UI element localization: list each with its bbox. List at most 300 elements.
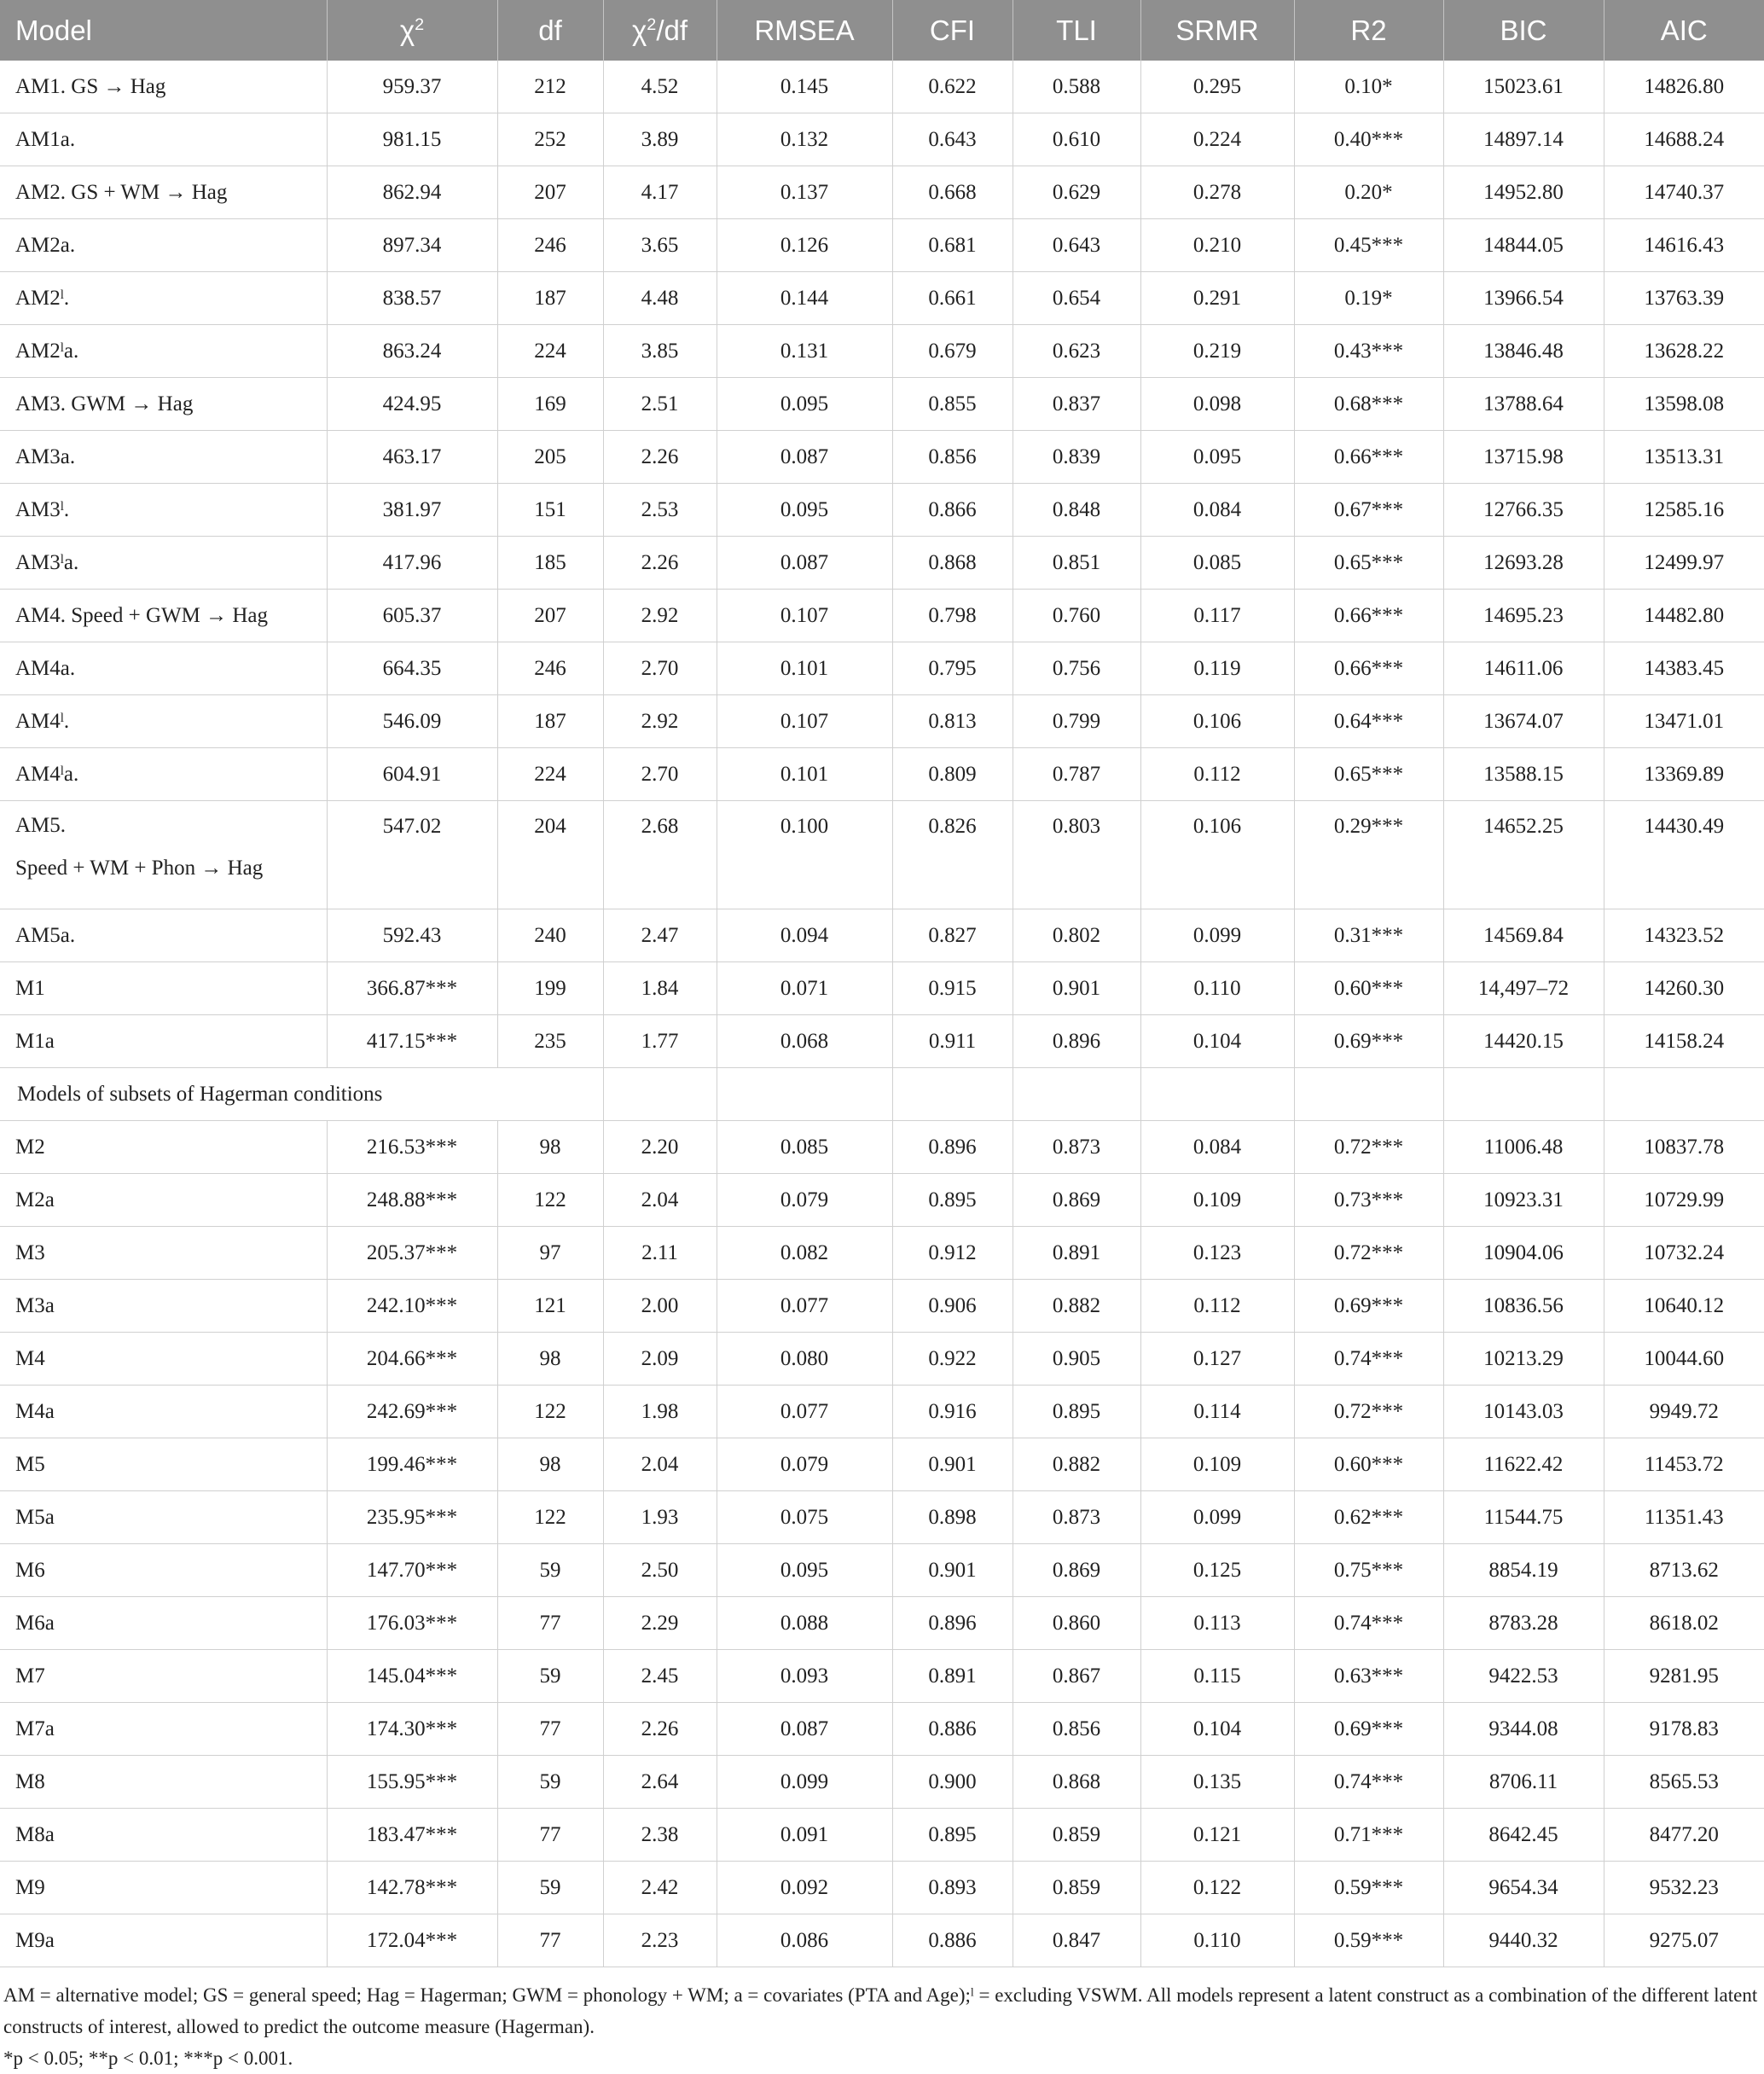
value-cell: 0.62***: [1294, 1491, 1443, 1544]
value-cell: 0.092: [717, 1862, 892, 1914]
value-cell: 0.69***: [1294, 1280, 1443, 1333]
value-cell: 0.916: [892, 1386, 1013, 1438]
value-cell: 0.291: [1140, 272, 1294, 325]
value-cell: 0.901: [1013, 962, 1140, 1015]
model-label-line-1: AM5.: [15, 814, 67, 837]
value-cell: 8713.62: [1604, 1544, 1764, 1597]
model-cell: [0, 801, 327, 909]
value-cell: 10143.03: [1443, 1386, 1604, 1438]
value-cell: 0.661: [892, 272, 1013, 325]
value-cell: 2.23: [603, 1914, 717, 1967]
model-cell: AM5a.: [0, 909, 327, 962]
value-cell: 14826.80: [1604, 61, 1764, 113]
value-cell: 0.101: [717, 642, 892, 695]
value-cell: 13763.39: [1604, 272, 1764, 325]
value-cell: 98: [497, 1438, 603, 1491]
value-cell: 246: [497, 219, 603, 272]
value-cell: 0.859: [1013, 1862, 1140, 1914]
value-cell: 224: [497, 325, 603, 378]
value-cell: 98: [497, 1333, 603, 1386]
value-cell: 2.50: [603, 1544, 717, 1597]
value-cell: 2.70: [603, 642, 717, 695]
value-cell: 0.110: [1140, 1914, 1294, 1967]
value-cell: 0.826: [892, 801, 1013, 909]
table-row: [0, 113, 1764, 166]
value-cell: 0.901: [892, 1438, 1013, 1491]
value-cell: 242.69***: [327, 1386, 497, 1438]
empty-cell: [603, 1068, 717, 1121]
value-cell: 0.144: [717, 272, 892, 325]
value-cell: 187: [497, 272, 603, 325]
value-cell: 0.59***: [1294, 1862, 1443, 1914]
value-cell: 14,497–72: [1443, 962, 1604, 1015]
value-cell: 14420.15: [1443, 1015, 1604, 1068]
value-cell: 0.866: [892, 484, 1013, 537]
value-cell: 0.868: [892, 537, 1013, 590]
value-cell: 10044.60: [1604, 1333, 1764, 1386]
value-cell: 77: [497, 1703, 603, 1756]
value-cell: 0.859: [1013, 1809, 1140, 1862]
header-bic: BIC: [1443, 0, 1604, 61]
value-cell: 0.901: [892, 1544, 1013, 1597]
value-cell: 212: [497, 61, 603, 113]
header-r2: R2: [1294, 0, 1443, 61]
value-cell: 0.20*: [1294, 166, 1443, 219]
value-cell: 0.654: [1013, 272, 1140, 325]
value-cell: 0.681: [892, 219, 1013, 272]
value-cell: 605.37: [327, 590, 497, 642]
value-cell: 97: [497, 1227, 603, 1280]
value-cell: 2.04: [603, 1174, 717, 1227]
value-cell: 3.89: [603, 113, 717, 166]
value-cell: 121: [497, 1280, 603, 1333]
value-cell: 463.17: [327, 431, 497, 484]
table-row: [0, 748, 1764, 801]
value-cell: 240: [497, 909, 603, 962]
model-cell: AM2a.: [0, 219, 327, 272]
value-cell: 0.110: [1140, 962, 1294, 1015]
value-cell: 0.893: [892, 1862, 1013, 1914]
value-cell: 204: [497, 801, 603, 909]
model-cell: M1: [0, 962, 327, 1015]
value-cell: 0.088: [717, 1597, 892, 1650]
value-cell: 11453.72: [1604, 1438, 1764, 1491]
value-cell: 0.851: [1013, 537, 1140, 590]
value-cell: 176.03***: [327, 1597, 497, 1650]
value-cell: 77: [497, 1809, 603, 1862]
model-cell: M2a: [0, 1174, 327, 1227]
value-cell: 122: [497, 1174, 603, 1227]
value-cell: 0.10*: [1294, 61, 1443, 113]
value-cell: 10837.78: [1604, 1121, 1764, 1174]
table-row: [0, 61, 1764, 113]
value-cell: 235: [497, 1015, 603, 1068]
value-cell: 14695.23: [1443, 590, 1604, 642]
value-cell: 205.37***: [327, 1227, 497, 1280]
value-cell: 8565.53: [1604, 1756, 1764, 1809]
value-cell: 0.856: [892, 431, 1013, 484]
value-cell: 981.15: [327, 113, 497, 166]
value-cell: 2.45: [603, 1650, 717, 1703]
value-cell: 0.45***: [1294, 219, 1443, 272]
value-cell: 0.756: [1013, 642, 1140, 695]
value-cell: 13966.54: [1443, 272, 1604, 325]
value-cell: 0.75***: [1294, 1544, 1443, 1597]
section-label: Models of subsets of Hagerman conditions: [0, 1068, 603, 1121]
value-cell: 0.66***: [1294, 590, 1443, 642]
value-cell: 0.40***: [1294, 113, 1443, 166]
value-cell: 0.109: [1140, 1438, 1294, 1491]
value-cell: 10732.24: [1604, 1227, 1764, 1280]
value-cell: 2.64: [603, 1756, 717, 1809]
value-cell: 1.84: [603, 962, 717, 1015]
value-cell: 0.67***: [1294, 484, 1443, 537]
value-cell: 0.079: [717, 1174, 892, 1227]
value-cell: 0.898: [892, 1491, 1013, 1544]
table-row: [0, 431, 1764, 484]
value-cell: 381.97: [327, 484, 497, 537]
table-row: [0, 1862, 1764, 1914]
value-cell: 14383.45: [1604, 642, 1764, 695]
model-cell: M1a: [0, 1015, 327, 1068]
value-cell: 1.98: [603, 1386, 717, 1438]
value-cell: 11622.42: [1443, 1438, 1604, 1491]
value-cell: 0.69***: [1294, 1703, 1443, 1756]
value-cell: 4.17: [603, 166, 717, 219]
value-cell: 0.869: [1013, 1544, 1140, 1597]
value-cell: 0.668: [892, 166, 1013, 219]
table-row: [0, 219, 1764, 272]
table-footnotes: [0, 1967, 1764, 2074]
value-cell: 0.091: [717, 1809, 892, 1862]
table-row: [0, 1386, 1764, 1438]
value-cell: 9654.34: [1443, 1862, 1604, 1914]
table-row: [0, 1914, 1764, 1967]
value-cell: 169: [497, 378, 603, 431]
value-cell: 14158.24: [1604, 1015, 1764, 1068]
value-cell: 0.117: [1140, 590, 1294, 642]
value-cell: 0.60***: [1294, 1438, 1443, 1491]
value-cell: 13471.01: [1604, 695, 1764, 748]
value-cell: 14611.06: [1443, 642, 1604, 695]
table-row: [0, 962, 1764, 1015]
value-cell: 0.787: [1013, 748, 1140, 801]
value-cell: 0.31***: [1294, 909, 1443, 962]
value-cell: 0.809: [892, 748, 1013, 801]
value-cell: 0.068: [717, 1015, 892, 1068]
value-cell: 3.85: [603, 325, 717, 378]
value-cell: 0.137: [717, 166, 892, 219]
model-cell: AM2ˡa.: [0, 325, 327, 378]
value-cell: 9344.08: [1443, 1703, 1604, 1756]
value-cell: 0.869: [1013, 1174, 1140, 1227]
value-cell: 0.59***: [1294, 1914, 1443, 1967]
value-cell: 0.64***: [1294, 695, 1443, 748]
model-cell: M3: [0, 1227, 327, 1280]
table-row: [0, 590, 1764, 642]
value-cell: 424.95: [327, 378, 497, 431]
value-cell: 12693.28: [1443, 537, 1604, 590]
value-cell: 0.799: [1013, 695, 1140, 748]
value-cell: 0.082: [717, 1227, 892, 1280]
value-cell: 14260.30: [1604, 962, 1764, 1015]
value-cell: 207: [497, 166, 603, 219]
header-chi-df-sup: 2: [647, 15, 657, 34]
value-cell: 0.886: [892, 1703, 1013, 1756]
value-cell: 187: [497, 695, 603, 748]
value-cell: 0.087: [717, 1703, 892, 1756]
value-cell: 13674.07: [1443, 695, 1604, 748]
model-cell: M6: [0, 1544, 327, 1597]
model-cell: AM4ˡa.: [0, 748, 327, 801]
value-cell: 0.109: [1140, 1174, 1294, 1227]
value-cell: 14323.52: [1604, 909, 1764, 962]
value-cell: 11006.48: [1443, 1121, 1604, 1174]
value-cell: 2.92: [603, 590, 717, 642]
value-cell: 0.643: [1013, 219, 1140, 272]
value-cell: 0.114: [1140, 1386, 1294, 1438]
value-cell: 366.87***: [327, 962, 497, 1015]
value-cell: 547.02: [327, 801, 497, 909]
value-cell: 417.15***: [327, 1015, 497, 1068]
value-cell: 0.145: [717, 61, 892, 113]
value-cell: 0.100: [717, 801, 892, 909]
table-row: [0, 1227, 1764, 1280]
model-cell: AM3ˡ.: [0, 484, 327, 537]
model-cell: M4a: [0, 1386, 327, 1438]
value-cell: 0.71***: [1294, 1809, 1443, 1862]
value-cell: 13846.48: [1443, 325, 1604, 378]
value-cell: 0.900: [892, 1756, 1013, 1809]
header-chi-df-symbol: χ: [631, 14, 647, 46]
value-cell: 2.26: [603, 431, 717, 484]
value-cell: 12766.35: [1443, 484, 1604, 537]
value-cell: 1.77: [603, 1015, 717, 1068]
value-cell: 546.09: [327, 695, 497, 748]
value-cell: 0.588: [1013, 61, 1140, 113]
model-cell: M9a: [0, 1914, 327, 1967]
table-row: [0, 1491, 1764, 1544]
value-cell: 8706.11: [1443, 1756, 1604, 1809]
value-cell: 14430.49: [1604, 801, 1764, 909]
model-cell: M3a: [0, 1280, 327, 1333]
value-cell: 183.47***: [327, 1809, 497, 1862]
value-cell: 2.04: [603, 1438, 717, 1491]
model-cell: M4: [0, 1333, 327, 1386]
table-row: [0, 1544, 1764, 1597]
value-cell: 0.122: [1140, 1862, 1294, 1914]
header-chi-df-chi: [632, 15, 688, 46]
value-cell: 0.095: [1140, 431, 1294, 484]
table-row: [0, 378, 1764, 431]
value-cell: 15023.61: [1443, 61, 1604, 113]
value-cell: 13588.15: [1443, 748, 1604, 801]
value-cell: 142.78***: [327, 1862, 497, 1914]
value-cell: 0.099: [1140, 909, 1294, 962]
value-cell: 0.679: [892, 325, 1013, 378]
value-cell: 12585.16: [1604, 484, 1764, 537]
value-cell: 59: [497, 1544, 603, 1597]
value-cell: 0.896: [892, 1121, 1013, 1174]
value-cell: 9949.72: [1604, 1386, 1764, 1438]
value-cell: 0.087: [717, 431, 892, 484]
value-cell: 8618.02: [1604, 1597, 1764, 1650]
value-cell: 205: [497, 431, 603, 484]
value-cell: 0.886: [892, 1914, 1013, 1967]
value-cell: 0.084: [1140, 1121, 1294, 1174]
value-cell: 4.52: [603, 61, 717, 113]
header-chi-df: [603, 0, 717, 61]
value-cell: 77: [497, 1914, 603, 1967]
value-cell: 0.080: [717, 1333, 892, 1386]
value-cell: 0.66***: [1294, 642, 1443, 695]
value-cell: 0.119: [1140, 642, 1294, 695]
value-cell: 0.095: [717, 378, 892, 431]
table-row: [0, 166, 1764, 219]
model-cell: M2: [0, 1121, 327, 1174]
value-cell: 0.813: [892, 695, 1013, 748]
value-cell: 13628.22: [1604, 325, 1764, 378]
model-cell: M5a: [0, 1491, 327, 1544]
value-cell: 4.48: [603, 272, 717, 325]
value-cell: 0.896: [1013, 1015, 1140, 1068]
model-label-line-2: Speed + WM + Phon → Hag: [15, 857, 264, 880]
value-cell: 0.905: [1013, 1333, 1140, 1386]
value-cell: 9275.07: [1604, 1914, 1764, 1967]
table-row: [0, 484, 1764, 537]
model-cell: AM2ˡ.: [0, 272, 327, 325]
value-cell: 185: [497, 537, 603, 590]
table-row: [0, 537, 1764, 590]
value-cell: 155.95***: [327, 1756, 497, 1809]
value-cell: 0.827: [892, 909, 1013, 962]
footnote-abbreviations: AM = alternative model; GS = general speed; Hag = Hagerman; GWM = phonology + WM; a = covariates (PTA and Age);ˡ = excluding VSWM. All models represent a latent construct as a combination of the different latent constructs of interest, allowed to predict the outcome measure (Hagerman).: [3, 1984, 1758, 2037]
value-cell: 8854.19: [1443, 1544, 1604, 1597]
value-cell: 12499.97: [1604, 537, 1764, 590]
value-cell: 10640.12: [1604, 1280, 1764, 1333]
value-cell: 0.115: [1140, 1650, 1294, 1703]
value-cell: 0.891: [892, 1650, 1013, 1703]
table-row: [0, 909, 1764, 962]
value-cell: 0.803: [1013, 801, 1140, 909]
value-cell: 0.65***: [1294, 748, 1443, 801]
value-cell: 204.66***: [327, 1333, 497, 1386]
value-cell: 13513.31: [1604, 431, 1764, 484]
value-cell: 0.839: [1013, 431, 1140, 484]
value-cell: 604.91: [327, 748, 497, 801]
value-cell: 0.847: [1013, 1914, 1140, 1967]
value-cell: 0.127: [1140, 1333, 1294, 1386]
value-cell: 0.74***: [1294, 1333, 1443, 1386]
model-cell: AM3ˡa.: [0, 537, 327, 590]
table-row: [0, 801, 1764, 909]
value-cell: 8783.28: [1443, 1597, 1604, 1650]
value-cell: 122: [497, 1491, 603, 1544]
empty-cell: [1443, 1068, 1604, 1121]
value-cell: 13715.98: [1443, 431, 1604, 484]
value-cell: 14482.80: [1604, 590, 1764, 642]
value-cell: 14616.43: [1604, 219, 1764, 272]
value-cell: 0.72***: [1294, 1386, 1443, 1438]
value-cell: 14740.37: [1604, 166, 1764, 219]
header-df: df: [497, 0, 603, 61]
value-cell: 0.095: [717, 1544, 892, 1597]
value-cell: 172.04***: [327, 1914, 497, 1967]
value-cell: 0.65***: [1294, 537, 1443, 590]
value-cell: 224: [497, 748, 603, 801]
table-row: [0, 1015, 1764, 1068]
value-cell: 0.099: [1140, 1491, 1294, 1544]
value-cell: 0.112: [1140, 1280, 1294, 1333]
value-cell: 2.26: [603, 1703, 717, 1756]
model-cell: AM2. GS + WM → Hag: [0, 166, 327, 219]
value-cell: 592.43: [327, 909, 497, 962]
model-cell: AM3. GWM → Hag: [0, 378, 327, 431]
table-row: [0, 642, 1764, 695]
value-cell: 2.68: [603, 801, 717, 909]
value-cell: 10213.29: [1443, 1333, 1604, 1386]
value-cell: 2.29: [603, 1597, 717, 1650]
value-cell: 9281.95: [1604, 1650, 1764, 1703]
empty-cell: [1140, 1068, 1294, 1121]
value-cell: 0.867: [1013, 1650, 1140, 1703]
model-cell: AM3a.: [0, 431, 327, 484]
value-cell: 0.610: [1013, 113, 1140, 166]
empty-cell: [892, 1068, 1013, 1121]
value-cell: 246: [497, 642, 603, 695]
value-cell: 0.086: [717, 1914, 892, 1967]
model-cell: AM4ˡ.: [0, 695, 327, 748]
header-chi-sup: 2: [415, 15, 425, 34]
table-row: [0, 1280, 1764, 1333]
value-cell: 0.73***: [1294, 1174, 1443, 1227]
value-cell: 14569.84: [1443, 909, 1604, 962]
header-chi-df-rest: /df: [656, 14, 688, 46]
value-cell: 0.856: [1013, 1703, 1140, 1756]
value-cell: 417.96: [327, 537, 497, 590]
value-cell: 664.35: [327, 642, 497, 695]
value-cell: 863.24: [327, 325, 497, 378]
value-cell: 14844.05: [1443, 219, 1604, 272]
value-cell: 98: [497, 1121, 603, 1174]
empty-cell: [1013, 1068, 1140, 1121]
value-cell: 0.093: [717, 1650, 892, 1703]
value-cell: 0.895: [892, 1809, 1013, 1862]
value-cell: 14952.80: [1443, 166, 1604, 219]
value-cell: 11544.75: [1443, 1491, 1604, 1544]
value-cell: 0.079: [717, 1438, 892, 1491]
value-cell: 0.219: [1140, 325, 1294, 378]
value-cell: 0.623: [1013, 325, 1140, 378]
value-cell: 0.121: [1140, 1809, 1294, 1862]
empty-cell: [717, 1068, 892, 1121]
value-cell: 0.132: [717, 113, 892, 166]
value-cell: 0.912: [892, 1227, 1013, 1280]
value-cell: 2.00: [603, 1280, 717, 1333]
value-cell: 0.112: [1140, 748, 1294, 801]
value-cell: 122: [497, 1386, 603, 1438]
value-cell: 3.65: [603, 219, 717, 272]
value-cell: 2.09: [603, 1333, 717, 1386]
model-cell: AM4a.: [0, 642, 327, 695]
value-cell: 0.113: [1140, 1597, 1294, 1650]
value-cell: 174.30***: [327, 1703, 497, 1756]
value-cell: 0.099: [717, 1756, 892, 1809]
value-cell: 2.70: [603, 748, 717, 801]
value-cell: 0.72***: [1294, 1227, 1443, 1280]
value-cell: 0.224: [1140, 113, 1294, 166]
table-row: [0, 1650, 1764, 1703]
